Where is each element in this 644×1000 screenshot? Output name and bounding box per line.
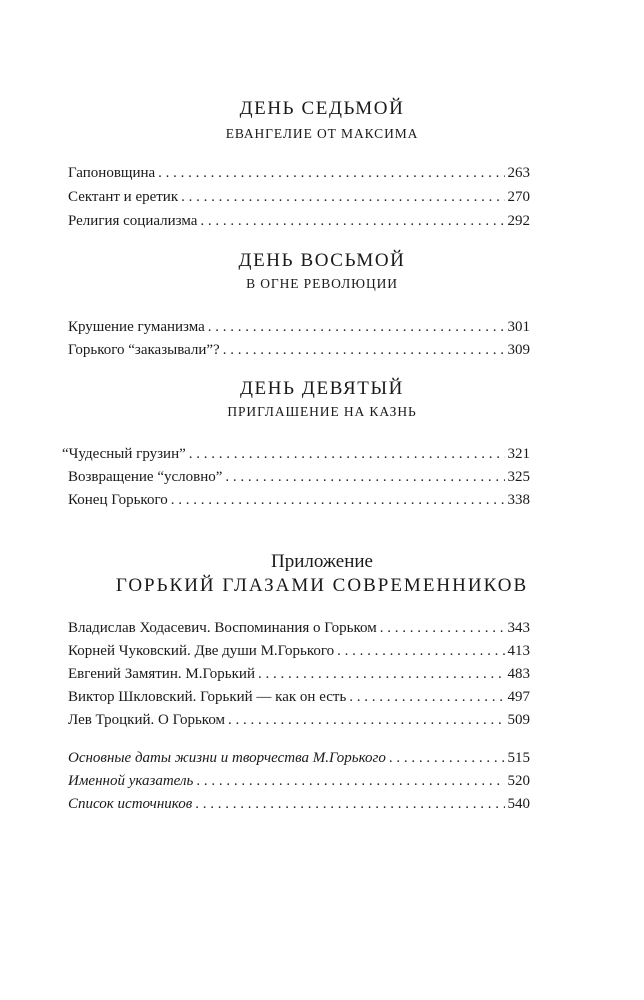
toc-entry-title: Возвращение “условно” <box>68 469 223 485</box>
toc-entry[interactable] <box>68 211 530 231</box>
leader-dots <box>181 187 504 207</box>
toc-entry-page: 497 <box>507 689 530 705</box>
leader-dots <box>196 771 504 791</box>
leader-dots <box>349 687 504 707</box>
leader-dots <box>258 664 505 684</box>
leader-dots <box>380 618 505 638</box>
toc-entry-title: Виктор Шкловский. Горький — как он есть <box>68 689 347 705</box>
toc-entry[interactable] <box>62 444 530 464</box>
toc-entry-page: 515 <box>507 750 530 766</box>
leader-dots <box>389 748 505 768</box>
appendix-title: ГОРЬКИЙ ГЛАЗАМИ СОВРЕМЕННИКОВ <box>115 575 529 596</box>
leader-dots <box>337 641 504 661</box>
toc-entry[interactable] <box>68 664 530 684</box>
section-8-heading: ДЕНЬ ВОСЬМОЙ <box>238 250 406 271</box>
section-8-subtitle: В ОГНЕ РЕВОЛЮЦИИ <box>246 276 398 291</box>
toc-entry-page: 325 <box>507 469 530 485</box>
toc-entry-page: 263 <box>507 165 530 181</box>
toc-entry-page: 343 <box>507 620 530 636</box>
toc-entry-title: Религия социализма <box>68 213 198 229</box>
toc-entry-title: Корней Чуковский. Две души М.Горького <box>68 643 335 659</box>
toc-entry-page: 338 <box>507 492 530 508</box>
toc-entry-title: Евгений Замятин. М.Горький <box>68 666 255 682</box>
toc-entry[interactable] <box>68 163 530 183</box>
toc-entry-title: Конец Горького <box>68 492 168 508</box>
toc-entry[interactable] <box>68 618 530 638</box>
section-9-subtitle: ПРИГЛАШЕНИЕ НА КАЗНЬ <box>227 404 417 419</box>
section-7-heading: ДЕНЬ СЕДЬМОЙ <box>239 98 405 119</box>
toc-entry[interactable] <box>68 748 530 768</box>
leader-dots <box>189 444 505 464</box>
leader-dots <box>195 794 504 814</box>
toc-entry-page: 520 <box>507 773 530 789</box>
toc-entry[interactable] <box>68 641 530 661</box>
toc-entry-title: Основные даты жизни и творчества М.Горького <box>68 750 386 766</box>
toc-entry[interactable] <box>68 794 530 814</box>
toc-entry[interactable] <box>68 710 530 730</box>
toc-entry-page: 301 <box>507 319 530 335</box>
toc-entry-page: 540 <box>507 796 530 812</box>
leader-dots <box>208 317 505 337</box>
toc-entry-page: 292 <box>507 213 530 229</box>
leader-dots <box>228 710 504 730</box>
section-7-subtitle: ЕВАНГЕЛИЕ ОТ МАКСИМА <box>225 126 419 141</box>
toc-entry-page: 483 <box>507 666 530 682</box>
leader-dots <box>225 467 504 487</box>
toc-entry-page: 321 <box>507 446 530 462</box>
appendix-label: Приложение <box>271 551 373 572</box>
toc-entry-title: Крушение гуманизма <box>68 319 205 335</box>
toc-entry-title: Владислав Ходасевич. Воспоминания о Горьком <box>68 620 377 636</box>
toc-entry-title: Сектант и еретик <box>68 189 179 205</box>
toc-entry-page: 509 <box>507 712 530 728</box>
toc-entry[interactable] <box>68 687 530 707</box>
leader-dots <box>200 211 504 231</box>
toc-entry-title: “Чудесный грузин” <box>62 446 186 462</box>
toc-entry[interactable] <box>68 317 530 337</box>
section-9-heading: ДЕНЬ ДЕВЯТЫЙ <box>239 378 404 399</box>
toc-entry[interactable] <box>68 490 530 510</box>
toc-entry-title: Горького “заказывали”? <box>68 342 220 358</box>
toc-entry-page: 270 <box>507 189 530 205</box>
toc-entry[interactable] <box>68 771 530 791</box>
leader-dots <box>223 340 505 360</box>
toc-entry-title: Именной указатель <box>68 773 194 789</box>
toc-entry[interactable] <box>68 187 530 207</box>
toc-entry-page: 413 <box>507 643 530 659</box>
toc-entry-title: Гапоновщина <box>68 165 156 181</box>
toc-entry[interactable] <box>68 340 530 360</box>
toc-entry-title: Лев Троцкий. О Горьком <box>68 712 226 728</box>
toc-entry[interactable] <box>68 467 530 487</box>
toc-entry-title: Список источников <box>68 796 193 812</box>
toc-entry-page: 309 <box>507 342 530 358</box>
leader-dots <box>158 163 504 183</box>
leader-dots <box>171 490 505 510</box>
